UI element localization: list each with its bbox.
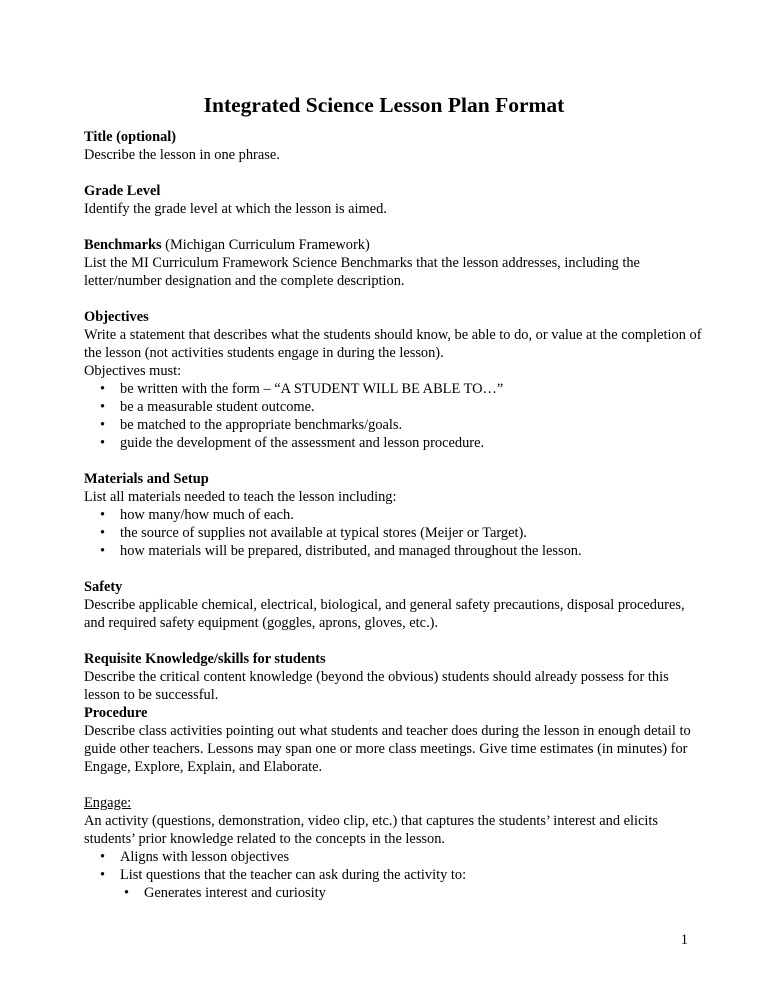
engage-sublist: [84, 884, 704, 902]
section-text: Describe the lesson in one phrase.: [84, 147, 280, 163]
section-grade-level: [84, 182, 704, 218]
section-heading: Grade Level: [84, 183, 161, 199]
list-item: • how materials will be prepared, distributed, and managed throughout the lesson.: [84, 542, 704, 560]
page-number: 1: [680, 932, 688, 948]
section-text: Identify the grade level at which the lesson is aimed.: [84, 201, 387, 217]
section-heading: Objectives: [84, 309, 149, 325]
list-item: • be written with the form – “A STUDENT WILL BE ABLE TO…”: [84, 380, 704, 398]
section-heading: Procedure: [84, 705, 148, 721]
list-item: • how many/how much of each.: [84, 506, 704, 524]
list-item: • the source of supplies not available at typical stores (Meijer or Target).: [84, 524, 704, 542]
list-item: • List questions that the teacher can ask during the activity to:: [84, 866, 704, 884]
document-title: Integrated Science Lesson Plan Format: [203, 93, 565, 117]
section-heading: Engage:: [84, 795, 132, 811]
section-text: List all materials needed to teach the lesson including:: [84, 489, 397, 505]
materials-list: [84, 506, 704, 560]
section-text: An activity (questions, demonstration, video clip, etc.) that captures the students’ interest and elicits students’ prior knowledge related to the concepts in the lesson.: [84, 813, 659, 847]
section-title-optional: [84, 128, 704, 164]
objectives-list: [84, 380, 704, 452]
section-materials: [84, 470, 704, 560]
section-heading: Safety: [84, 579, 123, 595]
section-requisite-knowledge: [84, 650, 704, 704]
section-heading: Materials and Setup: [84, 471, 209, 487]
section-heading: Benchmarks: [84, 237, 162, 253]
section-text: Describe the critical content knowledge (beyond the obvious) students should already possess for this lesson to be successful.: [84, 669, 669, 703]
section-lead: Objectives must:: [84, 363, 182, 379]
section-benchmarks: [84, 236, 704, 290]
section-text: Describe applicable chemical, electrical, biological, and general safety precautions, disposal procedures, and required safety equipment (goggles, aprons, gloves, etc.).: [84, 597, 685, 631]
section-text: Write a statement that describes what the students should know, be able to do, or value at the completion of the lesson (not activities students engage in during the lesson).: [84, 327, 702, 361]
engage-list: [84, 848, 704, 884]
list-item: • be a measurable student outcome.: [84, 398, 704, 416]
section-text: List the MI Curriculum Framework Science Benchmarks that the lesson addresses, including the letter/number designation and the complete description.: [84, 255, 640, 289]
section-objectives: [84, 308, 704, 452]
list-item: • Aligns with lesson objectives: [84, 848, 704, 866]
section-text: Describe class activities pointing out what students and teacher does during the lesson in enough detail to guide other teachers. Lessons may span one or more class meetings. Give time estimates (in minutes) for Engage, Explore, Explain, and Elaborate.: [84, 723, 691, 775]
section-heading: Requisite Knowledge/skills for students: [84, 651, 326, 667]
section-heading: Title (optional): [84, 129, 177, 145]
document-body: [84, 128, 704, 920]
section-safety: [84, 578, 704, 632]
list-item: • Generates interest and curiosity: [84, 884, 704, 902]
list-item: • be matched to the appropriate benchmarks/goals.: [84, 416, 704, 434]
list-item: • guide the development of the assessment and lesson procedure.: [84, 434, 704, 452]
section-procedure: [84, 704, 704, 776]
section-heading-suffix: (Michigan Curriculum Framework): [161, 237, 370, 253]
section-engage: [84, 794, 704, 902]
